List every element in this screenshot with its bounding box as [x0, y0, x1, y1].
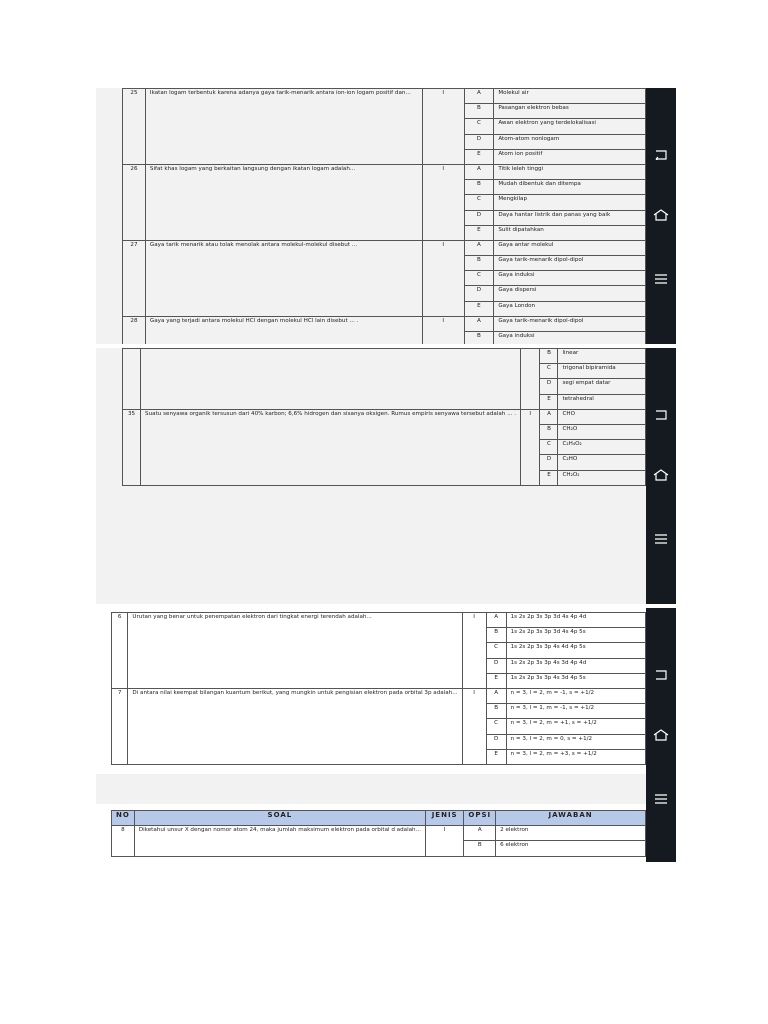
option-answer: Mengkilap — [494, 195, 646, 210]
option-answer: linear — [558, 349, 646, 364]
option-letter: C — [464, 195, 494, 210]
menu-icon — [654, 534, 668, 544]
option-answer: n = 3, l = 2, m = -1, s = +1/2 — [506, 688, 645, 703]
option-answer: Awan elektron yang terdelokalisasi — [494, 119, 646, 134]
option-letter: A — [464, 316, 494, 331]
option-letter: D — [486, 658, 506, 673]
home-icon — [653, 209, 669, 221]
option-letter: A — [486, 613, 506, 628]
option-answer: 1s 2s 2p 3s 3p 4s 3d 4p 4d — [506, 658, 645, 673]
question-number: 26 — [123, 164, 146, 240]
option-answer: n = 3, l = 2, m = +3, s = +1/2 — [506, 749, 645, 764]
question-type: I — [462, 613, 486, 689]
option-letter: E — [540, 394, 558, 409]
table-row — [123, 349, 646, 364]
option-letter: B — [464, 180, 494, 195]
question-number: 6 — [112, 613, 128, 689]
question-table-4 — [111, 810, 646, 857]
question-type: I — [422, 316, 464, 344]
home-button[interactable] — [646, 204, 676, 226]
option-letter: B — [486, 628, 506, 643]
option-answer: Gaya London — [494, 301, 646, 316]
question-type: I — [422, 240, 464, 316]
option-letter: B — [486, 704, 506, 719]
question-text: Sifat khas logam yang berkaitan langsung dengan ikatan logam adalah... — [145, 164, 422, 240]
navigation-bar — [646, 608, 676, 862]
menu-button[interactable] — [646, 788, 676, 810]
page-gap — [96, 774, 646, 804]
option-answer: CH₂O₂ — [558, 470, 646, 485]
column-header-no: NO — [112, 811, 135, 826]
option-letter: C — [486, 643, 506, 658]
option-letter: C — [464, 119, 494, 134]
option-answer: C₂H₄O₂ — [558, 440, 646, 455]
option-letter: B — [464, 332, 494, 345]
option-answer: Sulit dipatahkan — [494, 225, 646, 240]
question-table-2 — [122, 348, 646, 486]
option-answer: Gaya antar molekul — [494, 240, 646, 255]
question-type: I — [422, 164, 464, 240]
screenshot-2 — [96, 348, 676, 604]
option-letter: A — [464, 89, 494, 104]
question-text: Urutan yang benar untuk penempatan elektron dari tingkat energi terendah adalah... — [128, 613, 462, 689]
question-number — [123, 349, 141, 410]
option-letter: B — [464, 256, 494, 271]
question-text: Diketahui unsur X dengan nomor atom 24, maka jumlah maksimum elektron pada orbital d adalah... — [134, 826, 425, 856]
option-letter: C — [540, 364, 558, 379]
question-text: Di antara nilai keempat bilangan kuantum berikut, yang mungkin untuk pengisian elektron pada orbital 3p adalah... — [128, 688, 462, 764]
option-letter: E — [464, 301, 494, 316]
back-button[interactable] — [646, 404, 676, 426]
option-answer: n = 3, l = 1, m = -1, s = +1/2 — [506, 704, 645, 719]
option-answer: 2 elektron — [496, 826, 646, 841]
option-answer: trigonal bipiramida — [558, 364, 646, 379]
question-number: 27 — [123, 240, 146, 316]
screenshot-3 — [96, 608, 676, 862]
option-letter: A — [464, 164, 494, 179]
table-row — [123, 240, 646, 255]
option-answer: 6 elektron — [496, 841, 646, 856]
option-letter: B — [464, 841, 496, 856]
table-header — [112, 811, 646, 826]
option-answer: Gaya induksi — [494, 332, 646, 345]
question-number: 25 — [123, 89, 146, 165]
option-answer: Titik leleh tinggi — [494, 164, 646, 179]
column-header-soal: SOAL — [134, 811, 425, 826]
home-button[interactable] — [646, 724, 676, 746]
option-letter: A — [464, 240, 494, 255]
option-letter: A — [486, 688, 506, 703]
option-answer: n = 3, l = 2, m = +1, s = +1/2 — [506, 719, 645, 734]
option-answer: Molekul air — [494, 89, 646, 104]
table-row — [123, 409, 646, 424]
table-row — [112, 826, 646, 841]
option-letter: B — [540, 349, 558, 364]
option-letter: E — [464, 225, 494, 240]
question-table-3 — [111, 612, 646, 765]
back-icon — [654, 150, 668, 160]
question-text: Gaya yang terjadi antara molekul HCl dengan molekul HCl lain disebut ... . — [145, 316, 422, 344]
option-letter: D — [464, 134, 494, 149]
question-table-1 — [122, 88, 646, 344]
option-letter: B — [540, 424, 558, 439]
home-icon — [653, 729, 669, 741]
question-text: Ikatan logam terbentuk karena adanya gaya tarik-menarik antara ion-ion logam positif dan... — [145, 89, 422, 165]
option-answer: Gaya tarik-menarik dipol-dipol — [494, 316, 646, 331]
table-row — [123, 89, 646, 104]
back-icon — [654, 670, 668, 680]
question-number: 35 — [123, 409, 141, 485]
table-row — [112, 688, 646, 703]
option-answer: segi empat datar — [558, 379, 646, 394]
option-answer: Mudah dibentuk dan ditempa — [494, 180, 646, 195]
option-answer: CH₂O — [558, 424, 646, 439]
back-icon — [654, 410, 668, 420]
navigation-bar — [646, 348, 676, 604]
question-type — [521, 349, 540, 410]
home-button[interactable] — [646, 464, 676, 486]
screenshot-1 — [96, 88, 676, 344]
option-answer: 1s 2s 2p 3s 3p 4s 3d 4p 5s — [506, 673, 645, 688]
question-type: I — [425, 826, 463, 856]
option-answer: Gaya dispersi — [494, 286, 646, 301]
question-text — [141, 349, 521, 410]
option-answer: CHO — [558, 409, 646, 424]
option-answer: Daya hantar listrik dan panas yang baik — [494, 210, 646, 225]
question-type: I — [521, 409, 540, 485]
option-answer: 1s 2s 2p 3s 3p 3d 4s 4p 5s — [506, 628, 645, 643]
option-answer: 1s 2s 2p 3s 3p 3d 4s 4p 4d — [506, 613, 645, 628]
option-answer: C₂HO — [558, 455, 646, 470]
option-answer: Pasangan elektron bebas — [494, 104, 646, 119]
option-letter: C — [464, 271, 494, 286]
column-header-opsi: OPSI — [464, 811, 496, 826]
option-answer: n = 3, l = 2, m = 0, s = +1/2 — [506, 734, 645, 749]
back-button[interactable] — [646, 144, 676, 166]
table-row — [112, 613, 646, 628]
question-type: I — [462, 688, 486, 764]
option-answer: Gaya induksi — [494, 271, 646, 286]
menu-button[interactable] — [646, 268, 676, 290]
back-button[interactable] — [646, 664, 676, 686]
option-answer: Atom-atom nonlogam — [494, 134, 646, 149]
question-text: Suatu senyawa organik tersusun dari 40% karbon; 6,6% hidrogen dan sisanya oksigen. Rumus empiris senyawa tersebut adalah ... . — [141, 409, 521, 485]
option-letter: E — [540, 470, 558, 485]
option-letter: D — [464, 286, 494, 301]
menu-icon — [654, 274, 668, 284]
option-letter: D — [540, 379, 558, 394]
question-type: I — [422, 89, 464, 165]
navigation-bar — [646, 88, 676, 344]
column-header-jenis: JENIS — [425, 811, 463, 826]
option-letter: C — [540, 440, 558, 455]
question-number: 7 — [112, 688, 128, 764]
option-letter: E — [464, 149, 494, 164]
option-answer: Atom ion positif — [494, 149, 646, 164]
option-letter: D — [540, 455, 558, 470]
option-letter: A — [540, 409, 558, 424]
option-answer: tetrahedral — [558, 394, 646, 409]
option-letter: B — [464, 104, 494, 119]
option-letter: D — [486, 734, 506, 749]
option-answer: Gaya tarik-menarik dipol-dipol — [494, 256, 646, 271]
table-row — [123, 164, 646, 179]
home-icon — [653, 469, 669, 481]
option-letter: D — [464, 210, 494, 225]
menu-button[interactable] — [646, 528, 676, 550]
question-text: Gaya tarik menarik atau tolak menolak antara molekul-molekul disebut ... — [145, 240, 422, 316]
option-letter: E — [486, 673, 506, 688]
option-letter: A — [464, 826, 496, 841]
question-number: 28 — [123, 316, 146, 344]
option-answer: 1s 2s 2p 3s 3p 4s 4d 4p 5s — [506, 643, 645, 658]
table-row — [123, 316, 646, 331]
question-number: 8 — [112, 826, 135, 856]
menu-icon — [654, 794, 668, 804]
option-letter: C — [486, 719, 506, 734]
column-header-jawaban: JAWABAN — [496, 811, 646, 826]
option-letter: E — [486, 749, 506, 764]
